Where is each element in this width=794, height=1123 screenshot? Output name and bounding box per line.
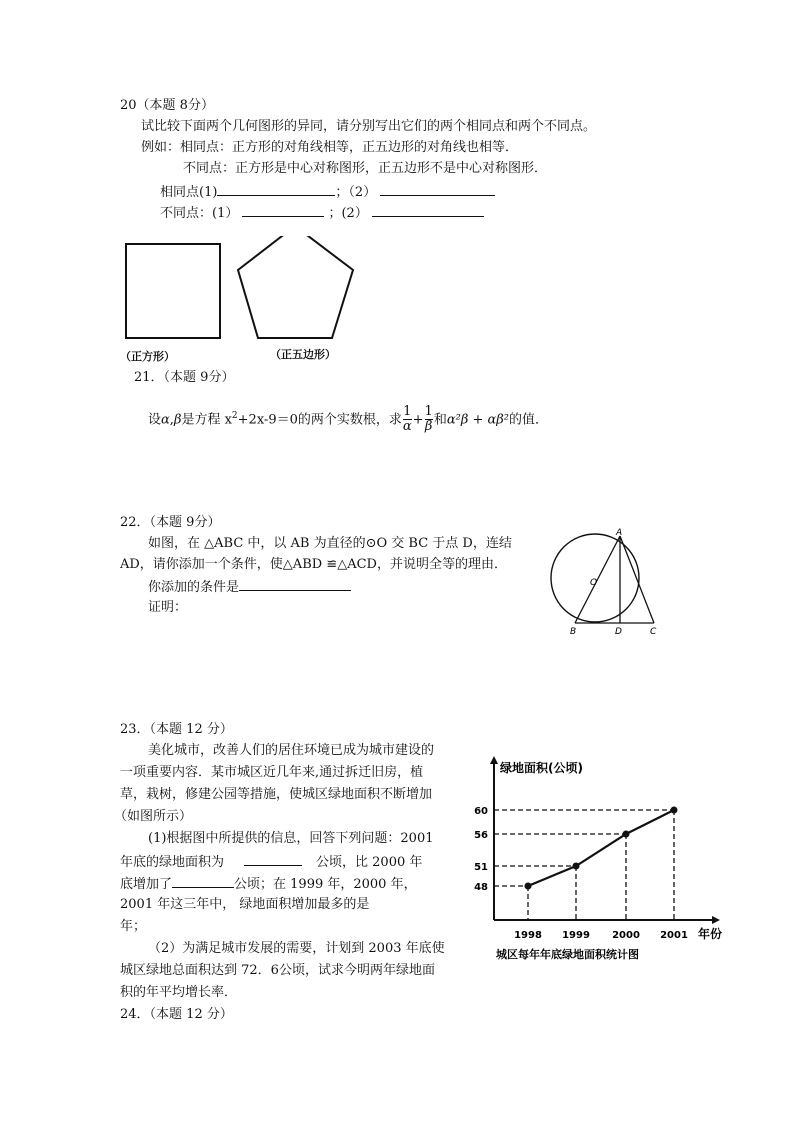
label-d: D — [615, 627, 622, 637]
q23-s2a: 年底的绿地面积为 — [120, 855, 225, 870]
q20-same-line — [160, 183, 495, 201]
q23-p3: 草，栽树，修建公园等措施，使城区绿地面积不断增加 — [120, 787, 433, 802]
q20-example-diff: 不同点：正方形是中心对称图形，正五边形不是中心对称图形． — [183, 161, 548, 176]
q20-diff-blank-2[interactable] — [372, 204, 484, 217]
q23-s7: 城区绿地总面积达到 72．6公顷，试求今明两年绿地面 — [120, 963, 435, 978]
q22-condition-blank[interactable] — [239, 578, 351, 591]
y-axis-arrow — [490, 756, 498, 764]
pentagon-shape — [238, 236, 353, 338]
q21-text-e: 的值． — [509, 412, 549, 428]
data-point — [525, 883, 532, 890]
green-area-chart — [458, 748, 738, 968]
chart-title: 城区每年年底绿地面积统计图 — [496, 948, 639, 961]
square-shape — [126, 244, 220, 338]
label-c: C — [650, 627, 657, 637]
q20-same-blank-2[interactable] — [380, 183, 495, 196]
q21-plus: + — [412, 412, 424, 428]
q21-beta: β — [173, 412, 182, 428]
q23-s1: (1)根据图中所提供的信息，回答下列问题：2001 — [148, 831, 434, 846]
y-tick-label: 60 — [474, 806, 488, 817]
segment-ab — [575, 536, 620, 623]
q21-frac-beta-num: 1 — [424, 404, 433, 420]
y-axis-label: 绿地面积(公顷) — [500, 761, 583, 775]
q22-condition-label: 你添加的条件是 — [148, 580, 240, 595]
q20-same-sep: ；（2） — [335, 185, 377, 200]
q22-line2: AD，请你添加一个条件，使△ABD ≌△ACD，并说明全等的理由． — [120, 557, 507, 572]
q21-header: 21．（本题 9分） — [134, 370, 235, 385]
q21-exponent: 2 — [231, 411, 238, 421]
q20-diff-label: 不同点：(1） — [160, 206, 239, 221]
label-a: A — [616, 528, 623, 538]
q23-s3 — [120, 875, 417, 893]
x-axis-label: 年份 — [698, 927, 723, 941]
q23-s3b: 公顷；在 1999 年，2000 年， — [234, 877, 417, 892]
x-axis-arrow — [712, 916, 720, 924]
x-tick-label: 2001 — [660, 930, 688, 941]
q22-header: 22．（本题 9分） — [120, 515, 221, 530]
q23-p4: （如图所示） — [114, 809, 193, 824]
q20-same-label: 相同点(1) — [160, 185, 218, 200]
q22-line4: 证明： — [148, 600, 188, 615]
q20-same-blank-1[interactable] — [217, 183, 335, 196]
q21-expression: α²β + αβ² — [446, 412, 510, 428]
q21-text-c: +2x-9＝0的两个实数根，求 — [237, 412, 402, 428]
q21-text-a: 设 — [148, 412, 162, 428]
x-tick-label: 1999 — [562, 930, 590, 941]
q22-figure — [550, 528, 670, 638]
q23-s5: 年； — [120, 919, 147, 934]
q20-example-same: 例如：相同点：正方形的对角线相等，正五边形的对角线也相等． — [141, 140, 519, 155]
pentagon-caption: （正五边形） — [270, 348, 336, 361]
q23-increase-blank[interactable] — [172, 875, 234, 888]
q23-s2 — [120, 853, 422, 871]
q23-s2b: 公顷，比 2000 年 — [316, 855, 423, 870]
q23-s8: 积的年平均增长率． — [120, 985, 238, 1000]
q20-diff-sep: ；(2） — [328, 206, 368, 221]
q21-frac-beta-den: β — [424, 419, 433, 435]
data-point — [671, 807, 678, 814]
q21-alpha: α — [161, 412, 170, 428]
q23-area-blank[interactable] — [244, 853, 302, 866]
q20-figures — [118, 236, 368, 348]
q21-comma: , — [169, 412, 174, 428]
data-point — [573, 863, 580, 870]
q23-s6: （2）为满足城市发展的需要，计划到 2003 年底使 — [148, 941, 445, 956]
q21-frac-alpha-num: 1 — [403, 404, 412, 420]
series-line — [528, 810, 674, 886]
square-caption: （正方形） — [120, 350, 175, 363]
q21-statement — [148, 398, 548, 438]
q24-header: 24．（本题 12 分） — [120, 1007, 233, 1022]
q22-line1: 如图，在 △ABC 中，以 AB 为直径的⊙O 交 BC 于点 D，连结 — [148, 536, 512, 551]
q23-p2: 一项重要内容．某市城区近几年来,通过拆迁旧房，植 — [120, 765, 424, 780]
q23-s3a: 底增加了 — [120, 877, 173, 892]
q21-frac-alpha — [403, 405, 412, 434]
q21-frac-alpha-den: α — [402, 419, 412, 435]
q23-p1: 美化城市，改善人们的居住环境已成为城市建设的 — [148, 743, 435, 758]
q23-s4: 2001 年这三年中， 绿地面积增加最多的是 — [120, 897, 370, 912]
q21-text-d: 和 — [433, 412, 447, 428]
q21-text-b: 是方程 x — [181, 412, 232, 428]
data-point — [623, 831, 630, 838]
y-tick-label: 51 — [474, 862, 488, 873]
q20-prompt: 试比较下面两个几何图形的异同，请分别写出它们的两个相同点和两个不同点。 — [141, 119, 597, 134]
q21-frac-beta — [425, 405, 433, 434]
label-o: O — [590, 578, 598, 588]
x-tick-label: 2000 — [612, 930, 640, 941]
q20-diff-blank-1[interactable] — [242, 204, 324, 217]
x-tick-label: 1998 — [514, 930, 542, 941]
y-tick-label: 48 — [474, 882, 488, 893]
q22-line3 — [148, 578, 351, 596]
q23-header: 23．（本题 12 分） — [120, 722, 233, 737]
q20-diff-line — [160, 204, 484, 222]
y-tick-label: 56 — [474, 830, 488, 841]
q20-header: 20（本题 8分） — [120, 98, 214, 113]
label-b: B — [570, 627, 577, 637]
